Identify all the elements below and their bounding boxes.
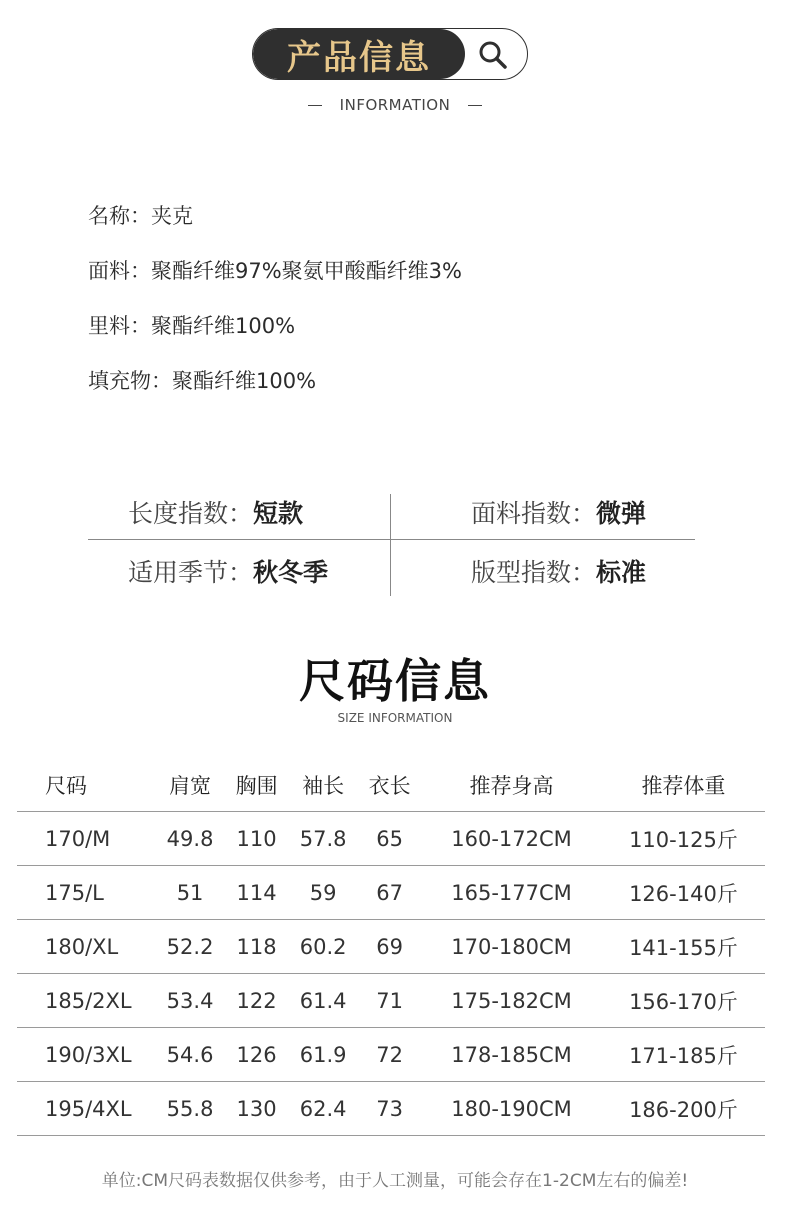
detail-row-name [88,200,462,255]
table-cell: 60.2 [299,934,347,959]
table-cell: 122 [236,988,277,1013]
table-cell: 180-190CM [451,1096,572,1121]
table-cell: 118 [236,934,277,959]
detail-row-lining [88,310,462,365]
length-value: 短款 [253,499,304,528]
table-cell: 57.8 [299,826,347,851]
table-cell: 178-185CM [451,1042,572,1067]
table-cell: 195/4XL [45,1096,132,1121]
divider [88,539,695,540]
table-cell: 110-125斤 [629,827,738,852]
table-header: 胸围 [235,773,278,798]
table-cell: 160-172CM [451,826,572,851]
season-index [128,553,328,589]
table-cell: 186-200斤 [629,1097,738,1122]
size-title: 尺码信息 [299,654,491,708]
detail-row-fabric [88,255,462,310]
table-cell: 73 [376,1096,404,1121]
table-cell: 141-155斤 [629,935,738,960]
header-title-box [253,29,465,79]
table-cell: 61.4 [299,988,347,1013]
table-cell: 171-185斤 [629,1043,738,1068]
fit-label: 版型指数： [471,558,597,587]
header-subtitle-row [0,96,790,114]
table-header-row [17,758,765,812]
table-cell: 156-170斤 [629,989,738,1014]
table-cell: 59 [309,880,337,905]
product-details [88,200,462,420]
fabric-label: 面料指数： [471,499,597,528]
table-row [17,974,765,1028]
table-cell: 53.4 [166,988,214,1013]
detail-row-filling [88,365,462,420]
table-cell: 170/M [45,826,111,851]
fit-value: 标准 [596,558,647,587]
table-header: 推荐体重 [641,773,726,798]
table-cell: 126 [236,1042,277,1067]
table-row [17,1028,765,1082]
table-cell: 54.6 [166,1042,214,1067]
table-cell: 65 [376,826,404,851]
table-cell: 110 [236,826,277,851]
table-header: 尺码 [45,773,87,798]
table-cell: 180/XL [45,934,119,959]
table-cell: 170-180CM [451,934,572,959]
table-header: 衣长 [368,773,411,798]
table-cell: 190/3XL [45,1042,132,1067]
detail-value: 聚酯纤维100% [151,314,296,338]
table-row [17,866,765,920]
detail-label: 面料： [88,259,151,283]
season-value: 秋冬季 [253,558,329,587]
table-cell: 52.2 [166,934,214,959]
detail-label: 填充物： [88,369,172,393]
table-cell: 72 [376,1042,404,1067]
table-cell: 130 [236,1096,277,1121]
table-cell: 175/L [45,880,104,905]
fabric-index [471,494,646,530]
table-cell: 165-177CM [451,880,572,905]
table-row [17,812,765,866]
table-cell: 55.8 [166,1096,214,1121]
table-header: 推荐身高 [469,773,554,798]
measurement-note: 单位:CM尺码表数据仅供参考，由于人工测量，可能会存在1-2CM左右的偏差! [101,1171,689,1191]
header-pill [252,28,528,80]
detail-value: 聚酯纤维100% [172,369,317,393]
detail-label: 名称： [88,204,151,228]
table-cell: 126-140斤 [629,881,738,906]
header-title: 产品信息 [287,37,431,78]
table-cell: 71 [376,988,404,1013]
search-icon[interactable] [475,37,511,73]
detail-value: 夹克 [151,204,193,228]
header-subtitle: INFORMATION [339,96,451,114]
index-grid [88,494,695,596]
table-cell: 185/2XL [45,988,132,1013]
table-row [17,1082,765,1136]
table-cell: 69 [376,934,404,959]
table-cell: 67 [376,880,404,905]
length-index [128,494,303,530]
season-label: 适用季节： [128,558,254,587]
table-cell: 61.9 [299,1042,347,1067]
size-subtitle: SIZE INFORMATION [337,711,453,725]
table-header: 袖长 [302,773,345,798]
table-header: 肩宽 [169,773,212,798]
divider [308,105,322,106]
size-table [17,758,765,1136]
table-cell: 51 [176,880,204,905]
table-cell: 62.4 [299,1096,347,1121]
table-cell: 175-182CM [451,988,572,1013]
length-label: 长度指数： [128,499,254,528]
fit-index [471,553,646,589]
fabric-value: 微弹 [596,499,647,528]
detail-value: 聚酯纤维97%聚氨甲酸酯纤维3% [151,259,462,283]
table-cell: 114 [236,880,277,905]
divider [390,494,391,596]
detail-label: 里料： [88,314,151,338]
divider [468,105,482,106]
table-row [17,920,765,974]
table-cell: 49.8 [166,826,214,851]
